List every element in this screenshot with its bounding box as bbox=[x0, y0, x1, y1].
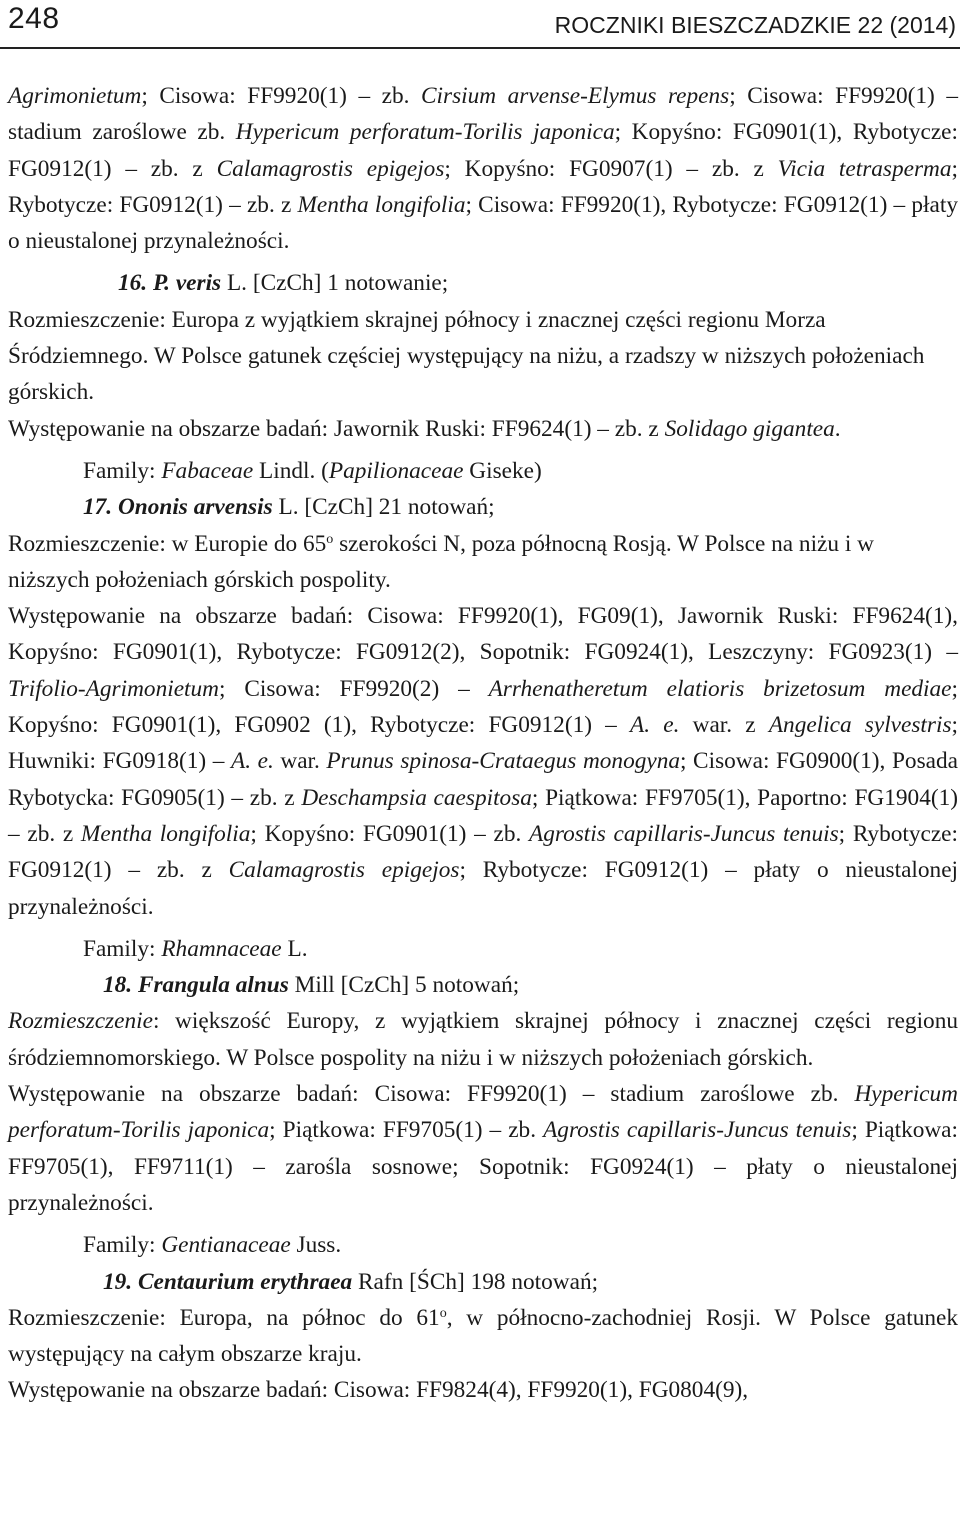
header-rule bbox=[0, 47, 960, 49]
paragraph-associations: Agrimonietum; Cisowa: FF9920(1) – zb. Cirsium arvense-Elymus repens; Cisowa: FF9920(1) – stadium zaroślowe zb. Hypericum perforatum-Torilis japonica; Kopyśno: FG0901(1), Rybotycze: FG0912(1) – zb. z Calamagrostis epigejos; Kopyśno: FG0907(1) – zb. z Vicia tetrasperma; Rybotycze: FG0912(1) – zb. z Mentha longifolia; Cisowa: FF9920(1), Rybotycze: FG0912(1) – płaty o nieustalonej przynależności. bbox=[8, 83, 958, 255]
species-17-distribution: Rozmieszczenie: w Europie do 65$^o$ szerokości N, poza północną Rosją. W Polsce na niżu i w niższych położeniach górskich pospolity. bbox=[8, 530, 874, 593]
species-16-distribution: Rozmieszczenie: Europa z wyjątkiem skrajnej północy i znacznej części regionu Morza Śródziemnego. W Polsce gatunek częściej występujący na niżu, a rzadszy w niższych położeniach górskich. bbox=[8, 306, 925, 406]
family-rhamnaceae: Family: Rhamnaceae L. bbox=[83, 935, 308, 962]
species-19-distribution: Rozmieszczenie: Europa, na północ do 61$^o$, w północno-zachodniej Rosji. W Polsce gatunek występujący na całym obszarze kraju. bbox=[8, 1304, 958, 1368]
species-18-occurrence: Występowanie na obszarze badań: Cisowa: FF9920(1) – stadium zaroślowe zb. Hypericum perforatum-Torilis japonica; Piątkowa: FF9705(1) – zb. Agrostis capillaris-Juncus tenuis; Piątkowa: FF9705(1), FF9711(1) – zarośla sosnowe; Sopotnik: FG0924(1) – płaty o nieustalonej przynależności. bbox=[8, 1081, 958, 1216]
family-fabaceae: Family: Fabaceae Lindl. (Papilionaceae Giseke) bbox=[83, 457, 542, 484]
species-heading-17: 17. Ononis arvensis L. [CzCh] 21 notowań; bbox=[83, 494, 495, 521]
species-heading-16: 16. P. veris L. [CzCh] 1 notowanie; bbox=[118, 270, 449, 297]
species-19-occurrence: Występowanie na obszarze badań: Cisowa: FF9824(4), FF9920(1), FG0804(9), bbox=[8, 1377, 749, 1404]
species-heading-19: 19. Centaurium erythraea Rafn [ŚCh] 198 notowań; bbox=[103, 1268, 599, 1295]
species-17-occurrence: Występowanie na obszarze badań: Cisowa: FF9920(1), FG09(1), Jawornik Ruski: FF9624(1), Kopyśno: FG0901(1), Rybotycze: FG0912(2), Sopotnik: FG0924(1), Leszczyny: FG0923(1) – Trifolio-Agrimonietum; Cisowa: FF9920(2) – Arrhenatheretum elatioris brizetosum mediae; Kopyśno: FG0901(1), FG0902 (1), Rybotycze: FG0912(1) – A. e. war. z Angelica sylvestris; Huwniki: FG0918(1) – A. e. war. Prunus spinosa-Crataegus monogyna; Cisowa: FG0900(1), Posada Rybotycka: FG0905(1) – zb. z Deschampsia caespitosa; Piątkowa: FF9705(1), Paportno: FG1904(1) – zb. z Mentha longifolia; Kopyśno: FG0901(1) – zb. Agrostis capillaris-Juncus tenuis; Rybotycze: FG0912(1) – zb. z Calamagrostis epigejos; Rybotycze: FG0912(1) – płaty o nieustalonej przynależności. bbox=[8, 603, 959, 920]
species-16-occurrence: Występowanie na obszarze badań: Jawornik Ruski: FF9624(1) – zb. z Solidago gigantea. bbox=[8, 415, 841, 442]
species-heading-18: 18. Frangula alnus Mill [CzCh] 5 notowań; bbox=[103, 972, 520, 999]
family-gentianaceae: Family: Gentianaceae Juss. bbox=[83, 1232, 342, 1259]
page-number: 248 bbox=[8, 2, 60, 35]
page-body bbox=[8, 78, 958, 1409]
running-title: ROCZNIKI BIESZCZADZKIE 22 (2014) bbox=[554, 12, 956, 38]
species-18-distribution: Rozmieszczenie: większość Europy, z wyjątkiem skrajnej północy i znacznej części regionu śródziemnomorskiego. W Polsce pospolity na niżu i w niższych położeniach górskich. bbox=[8, 1008, 958, 1071]
page-header bbox=[0, 0, 960, 50]
